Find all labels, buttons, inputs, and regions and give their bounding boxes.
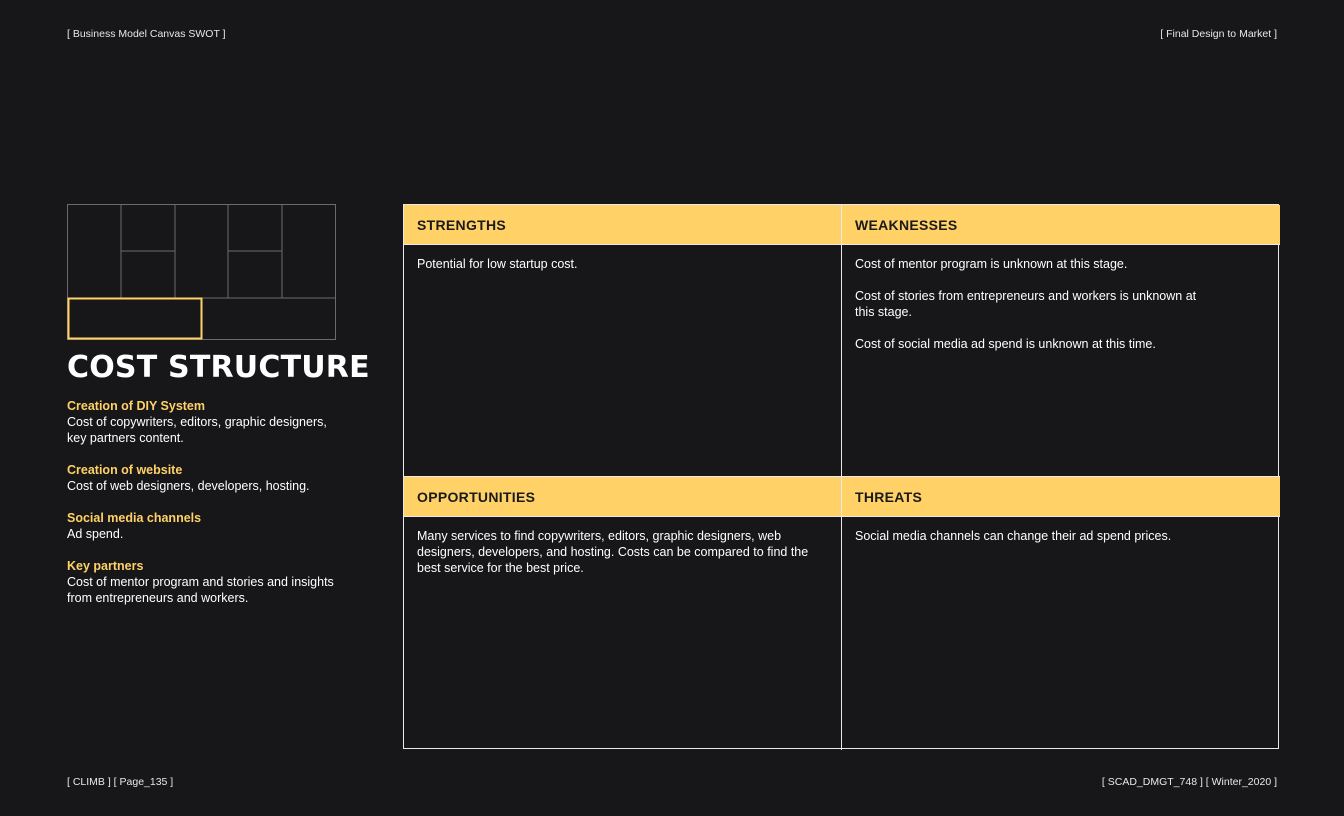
canvas-grid-diagram: [67, 204, 336, 340]
cost-item-text: Ad spend.: [67, 527, 124, 541]
section-title: COST STRUCTURE: [67, 350, 370, 385]
footer-page-label: [ CLIMB ] [ Page_135 ]: [67, 776, 174, 788]
swot-matrix: [403, 204, 1279, 749]
footer-course-label: [ SCAD_DMGT_748 ] [ Winter_2020 ]: [1101, 776, 1277, 788]
opportunities-point: Many services to find copywriters, editors, graphic designers, web designers, developers, and hosting. Costs can be compared to find the best service for the best price.: [417, 529, 809, 575]
cost-item: [67, 558, 342, 606]
header-doc-title: [ Business Model Canvas SWOT ]: [67, 28, 226, 40]
cost-structure-highlight: [69, 299, 202, 339]
opportunities-heading: OPPORTUNITIES: [404, 477, 841, 517]
swot-threats: [842, 477, 1280, 750]
weaknesses-heading: WEAKNESSES: [842, 205, 1280, 245]
cost-item-text: Cost of web designers, developers, hosting.: [67, 479, 310, 493]
cost-item-text: Cost of mentor program and stories and insights from entrepreneurs and workers.: [67, 575, 334, 605]
threats-body: [842, 517, 1280, 544]
header-section-label: [ Final Design to Market ]: [1160, 28, 1277, 40]
swot-strengths: [404, 205, 842, 477]
threats-heading: THREATS: [842, 477, 1280, 517]
threats-point: Social media channels can change their ad spend prices.: [855, 529, 1172, 543]
weaknesses-point: Cost of mentor program is unknown at this stage.: [855, 257, 1128, 271]
cost-item-heading: Creation of DIY System: [67, 399, 206, 413]
opportunities-body: [404, 517, 841, 576]
cost-item-heading: Social media channels: [67, 511, 202, 525]
weaknesses-point: Cost of social media ad spend is unknown at this time.: [855, 337, 1156, 351]
cost-item: [67, 398, 342, 446]
cost-item: [67, 510, 342, 542]
cost-structure-list: [67, 398, 342, 622]
weaknesses-body: [842, 245, 1280, 352]
cost-item-heading: Key partners: [67, 559, 144, 573]
strengths-point: Potential for low startup cost.: [417, 257, 578, 271]
cost-item: [67, 462, 342, 494]
swot-opportunities: [404, 477, 842, 750]
cost-item-text: Cost of copywriters, editors, graphic designers, key partners content.: [67, 415, 327, 445]
cost-item-heading: Creation of website: [67, 463, 183, 477]
weaknesses-point: Cost of stories from entrepreneurs and workers is unknown at this stage.: [855, 289, 1197, 319]
business-model-canvas-thumbnail: [67, 204, 336, 340]
strengths-heading: STRENGTHS: [404, 205, 841, 245]
swot-weaknesses: [842, 205, 1280, 477]
strengths-body: [404, 245, 841, 272]
